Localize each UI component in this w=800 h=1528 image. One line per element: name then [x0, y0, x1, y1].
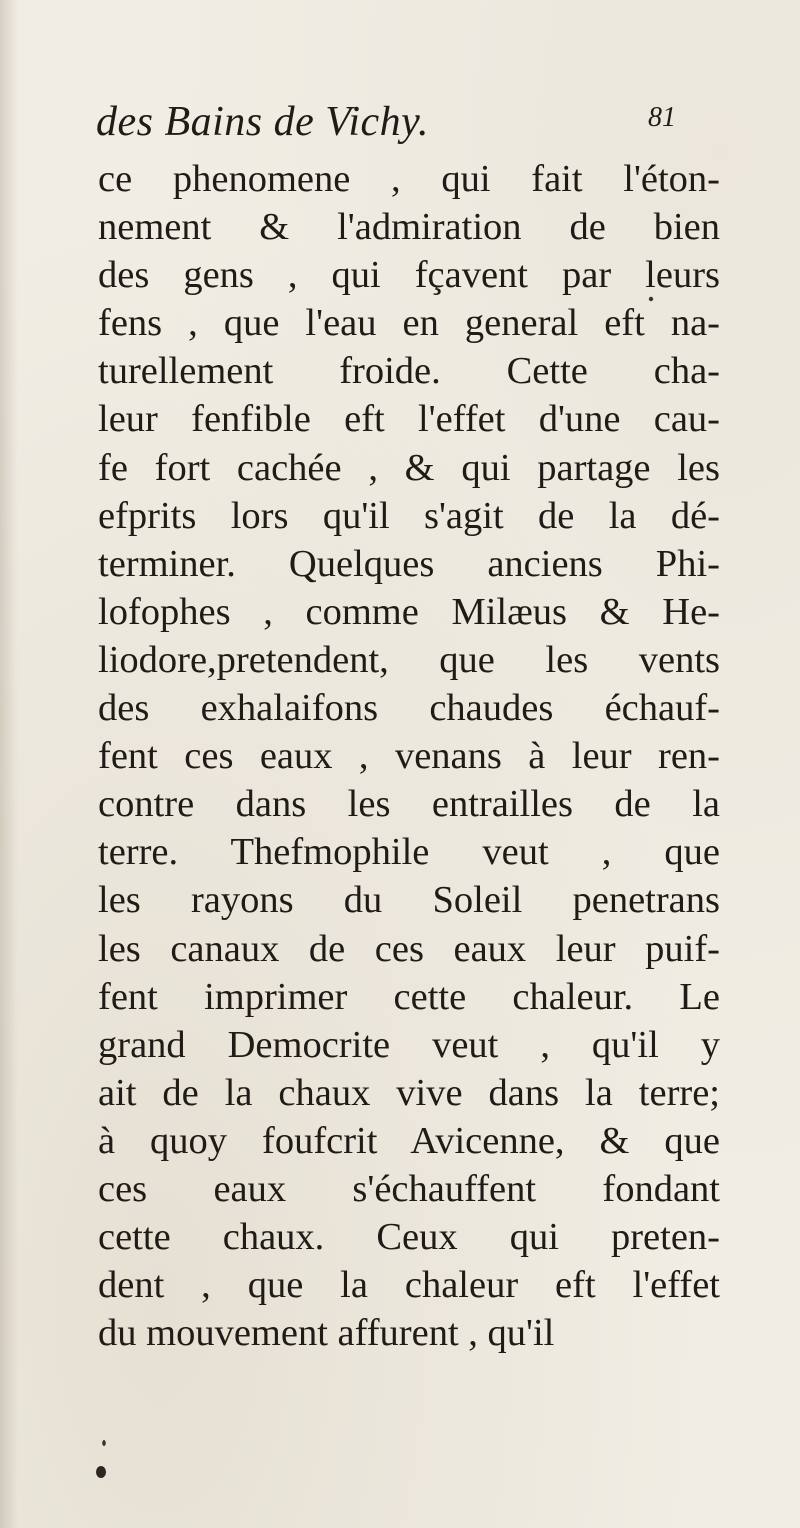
text-line: nement & l'admiration de bien: [98, 206, 720, 249]
ink-speck: [96, 1466, 106, 1478]
text-line: à quoy foufcrit Avicenne, & que: [98, 1119, 720, 1162]
text-line: turellement froide. Cette cha-: [98, 350, 720, 393]
text-line: les canaux de ces eaux leur puif-: [98, 927, 720, 970]
text-line: lofophes , comme Milæus & He-: [98, 590, 720, 633]
running-head: [96, 94, 676, 150]
text-line: cette chaux. Ceux qui preten-: [98, 1216, 720, 1259]
page-number: 81: [648, 102, 676, 133]
text-line: terre. Thefmophile veut , que: [98, 831, 720, 874]
text-line: du mouvement affurent , qu'il: [98, 1312, 555, 1355]
text-line: liodore,pretendent, que les vents: [98, 638, 720, 681]
text-line: fent ces eaux , venans à leur ren-: [98, 735, 720, 778]
text-line: fens , que l'eau en general eft na-: [98, 302, 720, 345]
text-line: ait de la chaux vive dans la terre;: [98, 1071, 720, 1114]
text-line: dent , que la chaleur eft l'effet: [98, 1264, 720, 1307]
text-line: terminer. Quelques anciens Phi-: [98, 542, 720, 585]
text-line: contre dans les entrailles de la: [98, 783, 720, 826]
ink-speck: [102, 1440, 106, 1446]
running-head-title: des Bains de Vichy.: [96, 99, 429, 145]
text-line: leur fenfible eft l'effet d'une cau-: [98, 398, 720, 441]
text-line: fe fort cachée , & qui partage les: [98, 446, 720, 489]
text-line: ce phenomene , qui fait l'éton-: [98, 158, 720, 200]
body-text: [98, 155, 720, 1357]
text-line: ces eaux s'échauffent fondant: [98, 1167, 720, 1210]
text-line: des gens , qui fçavent par leurs: [98, 254, 720, 297]
page-gutter-shadow: [0, 0, 18, 1528]
text-line: les rayons du Soleil penetrans: [98, 879, 720, 922]
text-line: des exhalaifons chaudes échauf-: [98, 687, 720, 730]
text-line: grand Democrite veut , qu'il y: [98, 1023, 720, 1066]
text-line: fent imprimer cette chaleur. Le: [98, 975, 720, 1018]
text-line: efprits lors qu'il s'agit de la dé-: [98, 494, 720, 537]
